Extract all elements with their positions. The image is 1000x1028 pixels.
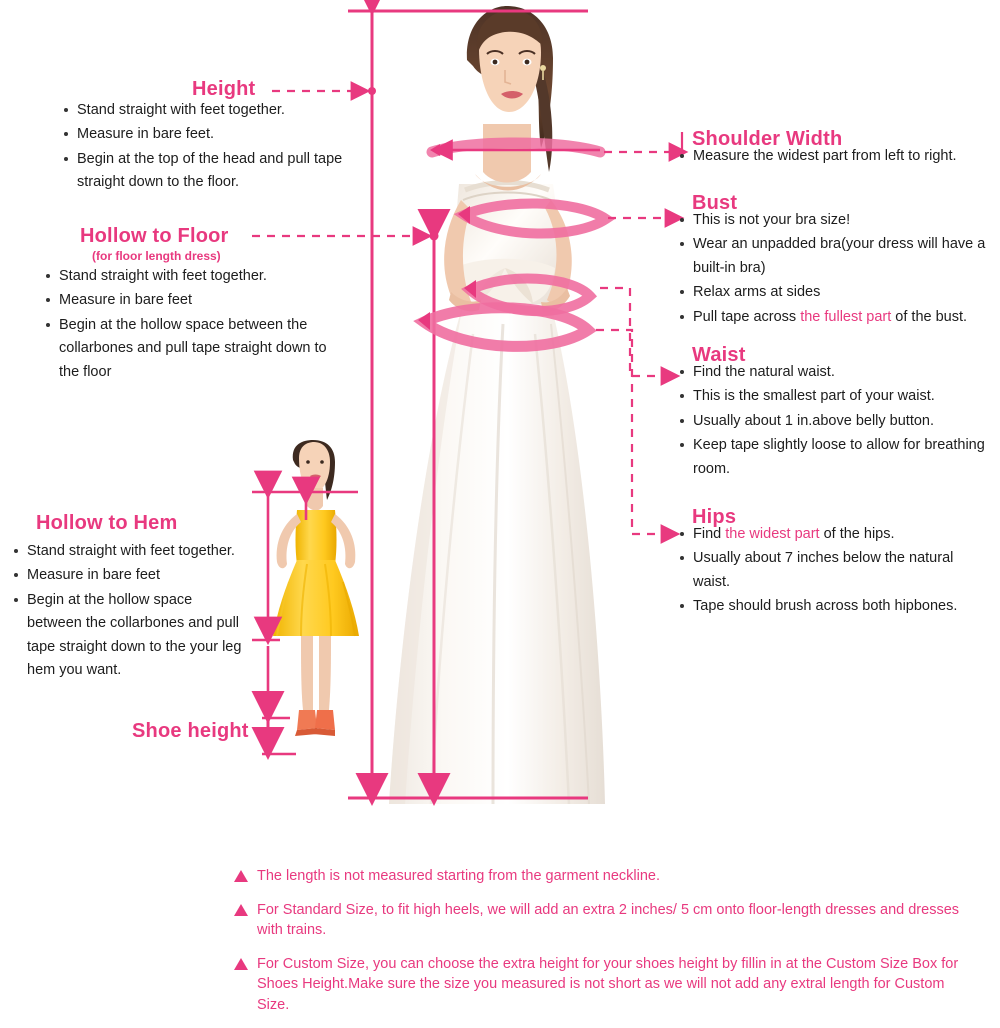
- hips-bullet-1-highlight: the widest part: [725, 526, 820, 542]
- hollow-to-hem-bullet-2: Measure in bare feet: [12, 564, 250, 587]
- hips-bullet-1-suffix: of the hips.: [819, 526, 895, 542]
- waist-label: Waist: [692, 344, 746, 366]
- bust-bullet-4-prefix: Pull tape across: [693, 308, 801, 325]
- shoe-height-label: Shoe height: [132, 720, 249, 742]
- hollow-to-floor-bullet-2: Measure in bare feet: [44, 289, 344, 312]
- hollow-to-floor-bullet-3: Begin at the hollow space between the collarbones and pull tape straight down to the floor: [44, 314, 344, 384]
- bust-bullet-4-suffix: of the bust.: [891, 308, 968, 325]
- warning-triangle-icon: [234, 870, 248, 882]
- hips-bullet-2: Usually about 7 inches below the natural waist.: [678, 547, 990, 594]
- hips-bullets: [678, 523, 990, 620]
- warning-triangle-icon: [234, 958, 248, 970]
- hollow-to-floor-label: Hollow to Floor: [80, 225, 229, 247]
- waist-bullet-3: Usually about 1 in.above belly button.: [678, 410, 988, 433]
- footer-note-3-text: For Custom Size, you can choose the extra height for your shoes height by fillin in at the Custom Size Box for Shoes Height.Make sure the size you measured is not short as we will not add any extral length for Custom Size.: [257, 955, 959, 1013]
- bust-bullet-4-highlight: the fullest part: [800, 308, 892, 325]
- bust-bullets: [678, 209, 996, 330]
- hollow-to-hem-bullets: [12, 540, 250, 684]
- footer-notes: [234, 866, 974, 1028]
- height-bullets: [62, 99, 362, 196]
- bust-bullet-2: Wear an unpadded bra(your dress will have a built-in bra): [678, 233, 996, 280]
- hollow-to-hem-bullet-3: Begin at the hollow space between the collarbones and pull tape straight down to the your leg hem you want.: [12, 589, 250, 683]
- footer-note-2-text: For Standard Size, to fit high heels, we will add an extra 2 inches/ 5 cm onto floor-length dresses and dresses with trains.: [257, 901, 960, 939]
- footer-note-3: [234, 954, 974, 1016]
- hips-bullet-1: [678, 523, 990, 546]
- height-bullet-1: Stand straight with feet together.: [62, 99, 362, 122]
- height-bullet-2: Measure in bare feet.: [62, 123, 362, 146]
- waist-bullets: [678, 361, 988, 482]
- bust-bullet-3: Relax arms at sides: [678, 281, 996, 304]
- height-bullet-3: Begin at the top of the head and pull tape straight down to the floor.: [62, 148, 362, 195]
- shoulder-width-label: Shoulder Width: [692, 128, 843, 150]
- bust-bullet-4: [678, 306, 996, 329]
- footer-note-2: [234, 900, 974, 941]
- bust-label: Bust: [692, 192, 738, 214]
- hollow-to-hem-label: Hollow to Hem: [36, 512, 178, 534]
- hollow-to-floor-bullet-1: Stand straight with feet together.: [44, 265, 344, 288]
- hollow-to-floor-sublabel: (for floor length dress): [92, 249, 221, 263]
- footer-note-1: [234, 866, 974, 887]
- shoulder-width-bullet-1: Measure the widest part from left to right.: [678, 145, 998, 168]
- footer-note-1-text: The length is not measured starting from the garment neckline.: [257, 868, 660, 884]
- waist-bullet-4: Keep tape slightly loose to allow for breathing room.: [678, 434, 988, 481]
- hips-bullet-1-prefix: Find: [693, 526, 726, 542]
- waist-bullet-2: This is the smallest part of your waist.: [678, 385, 988, 408]
- hips-label: Hips: [692, 506, 737, 528]
- height-label: Height: [192, 78, 256, 100]
- warning-triangle-icon: [234, 904, 248, 916]
- bust-bullet-1: This is not your bra size!: [678, 209, 996, 232]
- hips-bullet-3: Tape should brush across both hipbones.: [678, 595, 990, 618]
- hollow-to-floor-bullets: [44, 265, 344, 385]
- shoulder-width-bullets: [678, 145, 998, 169]
- waist-bullet-1: Find the natural waist.: [678, 361, 988, 384]
- hollow-to-hem-bullet-1: Stand straight with feet together.: [12, 540, 250, 563]
